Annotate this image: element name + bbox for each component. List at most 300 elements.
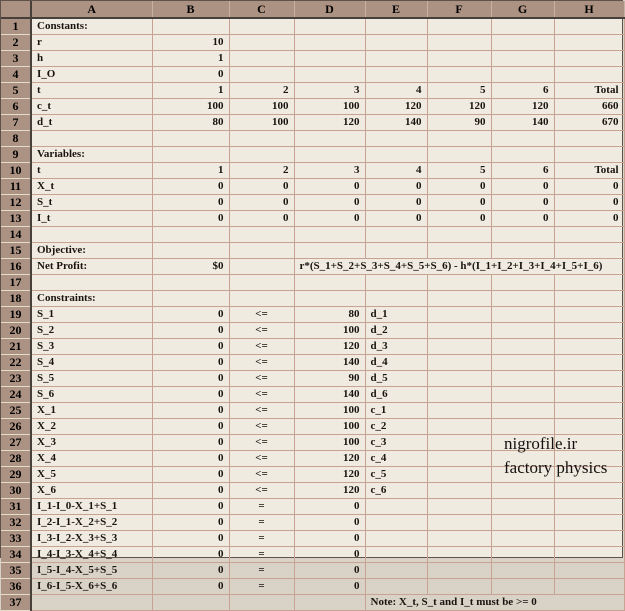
- row-number-27[interactable]: 27: [1, 435, 31, 451]
- column-header-B[interactable]: B: [152, 1, 229, 18]
- cell-B20[interactable]: 0: [152, 323, 229, 339]
- cell-E37[interactable]: Note: X_t, S_t and I_t must be >= 0: [365, 595, 624, 611]
- row-number-14[interactable]: 14: [1, 227, 31, 243]
- cell-A17[interactable]: [31, 275, 152, 291]
- cell-F6[interactable]: 120: [427, 99, 491, 115]
- cell-E28[interactable]: c_4: [365, 451, 427, 467]
- cell-G21[interactable]: [491, 339, 554, 355]
- cell-G27[interactable]: [491, 435, 554, 451]
- column-header-C[interactable]: C: [229, 1, 294, 18]
- cell-C5[interactable]: 2: [229, 83, 294, 99]
- cell-G6[interactable]: 120: [491, 99, 554, 115]
- cell-E4[interactable]: [365, 67, 427, 83]
- cell-E18[interactable]: [365, 291, 427, 307]
- cell-H29[interactable]: [554, 467, 624, 483]
- cell-H10[interactable]: Total: [554, 163, 624, 179]
- row-number-22[interactable]: 22: [1, 355, 31, 371]
- row-number-30[interactable]: 30: [1, 483, 31, 499]
- cell-F18[interactable]: [427, 291, 491, 307]
- cell-C22[interactable]: <=: [229, 355, 294, 371]
- cell-C14[interactable]: [229, 227, 294, 243]
- cell-D21[interactable]: 120: [294, 339, 365, 355]
- cell-H27[interactable]: [554, 435, 624, 451]
- cell-A5[interactable]: t: [31, 83, 152, 99]
- cell-B16[interactable]: $0: [152, 259, 229, 275]
- cell-C31[interactable]: =: [229, 499, 294, 515]
- cell-F36[interactable]: [427, 579, 491, 595]
- cell-C27[interactable]: <=: [229, 435, 294, 451]
- cell-D32[interactable]: 0: [294, 515, 365, 531]
- cell-H15[interactable]: [554, 243, 624, 259]
- cell-G29[interactable]: [491, 467, 554, 483]
- cell-G31[interactable]: [491, 499, 554, 515]
- cell-D19[interactable]: 80: [294, 307, 365, 323]
- cell-A16[interactable]: Net Profit:: [31, 259, 152, 275]
- cell-G22[interactable]: [491, 355, 554, 371]
- cell-G19[interactable]: [491, 307, 554, 323]
- cell-E3[interactable]: [365, 51, 427, 67]
- row-number-6[interactable]: 6: [1, 99, 31, 115]
- cell-H8[interactable]: [554, 131, 624, 147]
- cell-F10[interactable]: 5: [427, 163, 491, 179]
- cell-G3[interactable]: [491, 51, 554, 67]
- cell-A20[interactable]: S_2: [31, 323, 152, 339]
- cell-C37[interactable]: [229, 595, 294, 611]
- cell-F27[interactable]: [427, 435, 491, 451]
- cell-E21[interactable]: d_3: [365, 339, 427, 355]
- cell-B14[interactable]: [152, 227, 229, 243]
- cell-G1[interactable]: [491, 18, 554, 35]
- cell-D2[interactable]: [294, 35, 365, 51]
- cell-F11[interactable]: 0: [427, 179, 491, 195]
- cell-E23[interactable]: d_5: [365, 371, 427, 387]
- cell-C16[interactable]: [229, 259, 294, 275]
- cell-G9[interactable]: [491, 147, 554, 163]
- cell-A29[interactable]: X_5: [31, 467, 152, 483]
- cell-G5[interactable]: 6: [491, 83, 554, 99]
- cell-E36[interactable]: [365, 579, 427, 595]
- cell-F28[interactable]: [427, 451, 491, 467]
- cell-H24[interactable]: [554, 387, 624, 403]
- cell-A9[interactable]: Variables:: [31, 147, 152, 163]
- cell-F1[interactable]: [427, 18, 491, 35]
- cell-C26[interactable]: <=: [229, 419, 294, 435]
- cell-B12[interactable]: 0: [152, 195, 229, 211]
- cell-F9[interactable]: [427, 147, 491, 163]
- cell-C1[interactable]: [229, 18, 294, 35]
- cell-H3[interactable]: [554, 51, 624, 67]
- row-number-15[interactable]: 15: [1, 243, 31, 259]
- cell-E13[interactable]: 0: [365, 211, 427, 227]
- cell-F29[interactable]: [427, 467, 491, 483]
- column-header-G[interactable]: G: [491, 1, 554, 18]
- cell-G34[interactable]: [491, 547, 554, 563]
- row-number-28[interactable]: 28: [1, 451, 31, 467]
- cell-D24[interactable]: 140: [294, 387, 365, 403]
- cell-D11[interactable]: 0: [294, 179, 365, 195]
- cell-F22[interactable]: [427, 355, 491, 371]
- row-number-9[interactable]: 9: [1, 147, 31, 163]
- cell-G10[interactable]: 6: [491, 163, 554, 179]
- cell-D14[interactable]: [294, 227, 365, 243]
- cell-B7[interactable]: 80: [152, 115, 229, 131]
- cell-G4[interactable]: [491, 67, 554, 83]
- cell-C9[interactable]: [229, 147, 294, 163]
- cell-C35[interactable]: =: [229, 563, 294, 579]
- cell-F30[interactable]: [427, 483, 491, 499]
- cell-D26[interactable]: 100: [294, 419, 365, 435]
- cell-E35[interactable]: [365, 563, 427, 579]
- row-number-11[interactable]: 11: [1, 179, 31, 195]
- cell-H30[interactable]: [554, 483, 624, 499]
- cell-B34[interactable]: 0: [152, 547, 229, 563]
- cell-F17[interactable]: [427, 275, 491, 291]
- cell-H5[interactable]: Total: [554, 83, 624, 99]
- cell-A36[interactable]: I_6-I_5-X_6+S_6: [31, 579, 152, 595]
- cell-G13[interactable]: 0: [491, 211, 554, 227]
- cell-D29[interactable]: 120: [294, 467, 365, 483]
- cell-G7[interactable]: 140: [491, 115, 554, 131]
- cell-G18[interactable]: [491, 291, 554, 307]
- row-number-33[interactable]: 33: [1, 531, 31, 547]
- cell-H19[interactable]: [554, 307, 624, 323]
- cell-G20[interactable]: [491, 323, 554, 339]
- cell-C29[interactable]: <=: [229, 467, 294, 483]
- cell-G23[interactable]: [491, 371, 554, 387]
- cell-D13[interactable]: 0: [294, 211, 365, 227]
- cell-H17[interactable]: [554, 275, 624, 291]
- cell-F21[interactable]: [427, 339, 491, 355]
- cell-G24[interactable]: [491, 387, 554, 403]
- cell-E29[interactable]: c_5: [365, 467, 427, 483]
- cell-E12[interactable]: 0: [365, 195, 427, 211]
- cell-F4[interactable]: [427, 67, 491, 83]
- row-number-35[interactable]: 35: [1, 563, 31, 579]
- cell-B13[interactable]: 0: [152, 211, 229, 227]
- cell-C4[interactable]: [229, 67, 294, 83]
- row-number-21[interactable]: 21: [1, 339, 31, 355]
- cell-D15[interactable]: [294, 243, 365, 259]
- row-number-8[interactable]: 8: [1, 131, 31, 147]
- cell-A7[interactable]: d_t: [31, 115, 152, 131]
- cell-E24[interactable]: d_6: [365, 387, 427, 403]
- cell-C13[interactable]: 0: [229, 211, 294, 227]
- cell-D20[interactable]: 100: [294, 323, 365, 339]
- cell-C25[interactable]: <=: [229, 403, 294, 419]
- cell-E10[interactable]: 4: [365, 163, 427, 179]
- cell-D10[interactable]: 3: [294, 163, 365, 179]
- cell-E14[interactable]: [365, 227, 427, 243]
- cell-C20[interactable]: <=: [229, 323, 294, 339]
- cell-D31[interactable]: 0: [294, 499, 365, 515]
- cell-C23[interactable]: <=: [229, 371, 294, 387]
- cell-G36[interactable]: [491, 579, 554, 595]
- cell-G30[interactable]: [491, 483, 554, 499]
- cell-D9[interactable]: [294, 147, 365, 163]
- row-number-12[interactable]: 12: [1, 195, 31, 211]
- cell-D12[interactable]: 0: [294, 195, 365, 211]
- cell-B21[interactable]: 0: [152, 339, 229, 355]
- column-header-H[interactable]: H: [554, 1, 624, 18]
- cell-B24[interactable]: 0: [152, 387, 229, 403]
- cell-D8[interactable]: [294, 131, 365, 147]
- cell-F35[interactable]: [427, 563, 491, 579]
- cell-B10[interactable]: 1: [152, 163, 229, 179]
- cell-C32[interactable]: =: [229, 515, 294, 531]
- cell-C8[interactable]: [229, 131, 294, 147]
- cell-F15[interactable]: [427, 243, 491, 259]
- cell-F32[interactable]: [427, 515, 491, 531]
- cell-C17[interactable]: [229, 275, 294, 291]
- cell-C19[interactable]: <=: [229, 307, 294, 323]
- row-number-20[interactable]: 20: [1, 323, 31, 339]
- row-number-31[interactable]: 31: [1, 499, 31, 515]
- cell-D25[interactable]: 100: [294, 403, 365, 419]
- cell-D34[interactable]: 0: [294, 547, 365, 563]
- cell-F5[interactable]: 5: [427, 83, 491, 99]
- cell-H35[interactable]: [554, 563, 624, 579]
- cell-C3[interactable]: [229, 51, 294, 67]
- cell-G11[interactable]: 0: [491, 179, 554, 195]
- cell-A22[interactable]: S_4: [31, 355, 152, 371]
- cell-F14[interactable]: [427, 227, 491, 243]
- cell-B33[interactable]: 0: [152, 531, 229, 547]
- cell-B26[interactable]: 0: [152, 419, 229, 435]
- cell-B30[interactable]: 0: [152, 483, 229, 499]
- cell-B22[interactable]: 0: [152, 355, 229, 371]
- cell-H25[interactable]: [554, 403, 624, 419]
- cell-C2[interactable]: [229, 35, 294, 51]
- cell-E2[interactable]: [365, 35, 427, 51]
- row-number-37[interactable]: 37: [1, 595, 31, 611]
- cell-E6[interactable]: 120: [365, 99, 427, 115]
- cell-H28[interactable]: [554, 451, 624, 467]
- cell-A12[interactable]: S_t: [31, 195, 152, 211]
- cell-C33[interactable]: =: [229, 531, 294, 547]
- cell-F26[interactable]: [427, 419, 491, 435]
- cell-D3[interactable]: [294, 51, 365, 67]
- cell-D4[interactable]: [294, 67, 365, 83]
- row-number-29[interactable]: 29: [1, 467, 31, 483]
- cell-B31[interactable]: 0: [152, 499, 229, 515]
- cell-D30[interactable]: 120: [294, 483, 365, 499]
- cell-E27[interactable]: c_3: [365, 435, 427, 451]
- cell-A21[interactable]: S_3: [31, 339, 152, 355]
- cell-D27[interactable]: 100: [294, 435, 365, 451]
- row-number-10[interactable]: 10: [1, 163, 31, 179]
- cell-A26[interactable]: X_2: [31, 419, 152, 435]
- cell-A3[interactable]: h: [31, 51, 152, 67]
- column-header-D[interactable]: D: [294, 1, 365, 18]
- cell-H21[interactable]: [554, 339, 624, 355]
- cell-B4[interactable]: 0: [152, 67, 229, 83]
- cell-A10[interactable]: t: [31, 163, 152, 179]
- cell-A37[interactable]: [31, 595, 152, 611]
- cell-H7[interactable]: 670: [554, 115, 624, 131]
- cell-B35[interactable]: 0: [152, 563, 229, 579]
- cell-B3[interactable]: 1: [152, 51, 229, 67]
- cell-C18[interactable]: [229, 291, 294, 307]
- cell-A4[interactable]: I_O: [31, 67, 152, 83]
- cell-H6[interactable]: 660: [554, 99, 624, 115]
- row-number-36[interactable]: 36: [1, 579, 31, 595]
- cell-D36[interactable]: 0: [294, 579, 365, 595]
- cell-C24[interactable]: <=: [229, 387, 294, 403]
- row-number-5[interactable]: 5: [1, 83, 31, 99]
- cell-B32[interactable]: 0: [152, 515, 229, 531]
- cell-C21[interactable]: <=: [229, 339, 294, 355]
- row-number-18[interactable]: 18: [1, 291, 31, 307]
- select-all-corner[interactable]: [1, 1, 31, 18]
- cell-H26[interactable]: [554, 419, 624, 435]
- column-header-E[interactable]: E: [365, 1, 427, 18]
- cell-F20[interactable]: [427, 323, 491, 339]
- row-number-24[interactable]: 24: [1, 387, 31, 403]
- cell-H33[interactable]: [554, 531, 624, 547]
- cell-B17[interactable]: [152, 275, 229, 291]
- cell-G35[interactable]: [491, 563, 554, 579]
- cell-D6[interactable]: 100: [294, 99, 365, 115]
- cell-H9[interactable]: [554, 147, 624, 163]
- cell-B36[interactable]: 0: [152, 579, 229, 595]
- cell-G32[interactable]: [491, 515, 554, 531]
- row-number-16[interactable]: 16: [1, 259, 31, 275]
- row-number-25[interactable]: 25: [1, 403, 31, 419]
- row-number-4[interactable]: 4: [1, 67, 31, 83]
- cell-A11[interactable]: X_t: [31, 179, 152, 195]
- cell-D5[interactable]: 3: [294, 83, 365, 99]
- cell-A30[interactable]: X_6: [31, 483, 152, 499]
- cell-E26[interactable]: c_2: [365, 419, 427, 435]
- cell-D23[interactable]: 90: [294, 371, 365, 387]
- cell-G8[interactable]: [491, 131, 554, 147]
- cell-A2[interactable]: r: [31, 35, 152, 51]
- cell-H22[interactable]: [554, 355, 624, 371]
- row-number-2[interactable]: 2: [1, 35, 31, 51]
- column-header-A[interactable]: A: [31, 1, 152, 18]
- cell-F25[interactable]: [427, 403, 491, 419]
- cell-G12[interactable]: 0: [491, 195, 554, 211]
- cell-A13[interactable]: I_t: [31, 211, 152, 227]
- cell-G2[interactable]: [491, 35, 554, 51]
- cell-B2[interactable]: 10: [152, 35, 229, 51]
- cell-B37[interactable]: [152, 595, 229, 611]
- cell-A18[interactable]: Constraints:: [31, 291, 152, 307]
- cell-A35[interactable]: I_5-I_4-X_5+S_5: [31, 563, 152, 579]
- cell-D22[interactable]: 140: [294, 355, 365, 371]
- cell-C36[interactable]: =: [229, 579, 294, 595]
- cell-H34[interactable]: [554, 547, 624, 563]
- cell-F19[interactable]: [427, 307, 491, 323]
- cell-B5[interactable]: 1: [152, 83, 229, 99]
- cell-E19[interactable]: d_1: [365, 307, 427, 323]
- cell-A8[interactable]: [31, 131, 152, 147]
- cell-D17[interactable]: [294, 275, 365, 291]
- row-number-34[interactable]: 34: [1, 547, 31, 563]
- cell-A33[interactable]: I_3-I_2-X_3+S_3: [31, 531, 152, 547]
- cell-H31[interactable]: [554, 499, 624, 515]
- cell-A6[interactable]: c_t: [31, 99, 152, 115]
- cell-F2[interactable]: [427, 35, 491, 51]
- row-number-17[interactable]: 17: [1, 275, 31, 291]
- cell-A1[interactable]: Constants:: [31, 18, 152, 35]
- cell-A23[interactable]: S_5: [31, 371, 152, 387]
- cell-F12[interactable]: 0: [427, 195, 491, 211]
- cell-B19[interactable]: 0: [152, 307, 229, 323]
- cell-E20[interactable]: d_2: [365, 323, 427, 339]
- cell-G33[interactable]: [491, 531, 554, 547]
- cell-H2[interactable]: [554, 35, 624, 51]
- cell-D1[interactable]: [294, 18, 365, 35]
- row-number-23[interactable]: 23: [1, 371, 31, 387]
- cell-F23[interactable]: [427, 371, 491, 387]
- cell-F31[interactable]: [427, 499, 491, 515]
- cell-D33[interactable]: 0: [294, 531, 365, 547]
- cell-B1[interactable]: [152, 18, 229, 35]
- row-number-19[interactable]: 19: [1, 307, 31, 323]
- cell-B15[interactable]: [152, 243, 229, 259]
- cell-B6[interactable]: 100: [152, 99, 229, 115]
- cell-D37[interactable]: [294, 595, 365, 611]
- cell-H20[interactable]: [554, 323, 624, 339]
- cell-C11[interactable]: 0: [229, 179, 294, 195]
- cell-C28[interactable]: <=: [229, 451, 294, 467]
- cell-C10[interactable]: 2: [229, 163, 294, 179]
- cell-B28[interactable]: 0: [152, 451, 229, 467]
- cell-B18[interactable]: [152, 291, 229, 307]
- cell-F13[interactable]: 0: [427, 211, 491, 227]
- cell-H23[interactable]: [554, 371, 624, 387]
- cell-G15[interactable]: [491, 243, 554, 259]
- cell-E11[interactable]: 0: [365, 179, 427, 195]
- cell-C12[interactable]: 0: [229, 195, 294, 211]
- cell-B27[interactable]: 0: [152, 435, 229, 451]
- cell-H1[interactable]: [554, 18, 624, 35]
- cell-F24[interactable]: [427, 387, 491, 403]
- cell-D35[interactable]: 0: [294, 563, 365, 579]
- cell-H14[interactable]: [554, 227, 624, 243]
- cell-E8[interactable]: [365, 131, 427, 147]
- cell-G14[interactable]: [491, 227, 554, 243]
- cell-E5[interactable]: 4: [365, 83, 427, 99]
- cell-E9[interactable]: [365, 147, 427, 163]
- cell-A24[interactable]: S_6: [31, 387, 152, 403]
- column-header-F[interactable]: F: [427, 1, 491, 18]
- cell-C30[interactable]: <=: [229, 483, 294, 499]
- cell-B25[interactable]: 0: [152, 403, 229, 419]
- cell-G26[interactable]: [491, 419, 554, 435]
- cell-H36[interactable]: [554, 579, 624, 595]
- cell-E33[interactable]: [365, 531, 427, 547]
- cell-F7[interactable]: 90: [427, 115, 491, 131]
- cell-B11[interactable]: 0: [152, 179, 229, 195]
- cell-C6[interactable]: 100: [229, 99, 294, 115]
- cell-A32[interactable]: I_2-I_1-X_2+S_2: [31, 515, 152, 531]
- cell-A31[interactable]: I_1-I_0-X_1+S_1: [31, 499, 152, 515]
- cell-H18[interactable]: [554, 291, 624, 307]
- cell-F8[interactable]: [427, 131, 491, 147]
- cell-G28[interactable]: [491, 451, 554, 467]
- cell-F3[interactable]: [427, 51, 491, 67]
- cell-E34[interactable]: [365, 547, 427, 563]
- cell-F33[interactable]: [427, 531, 491, 547]
- row-number-3[interactable]: 3: [1, 51, 31, 67]
- row-number-1[interactable]: 1: [1, 18, 31, 35]
- cell-B8[interactable]: [152, 131, 229, 147]
- cell-B23[interactable]: 0: [152, 371, 229, 387]
- cell-E31[interactable]: [365, 499, 427, 515]
- cell-H11[interactable]: 0: [554, 179, 624, 195]
